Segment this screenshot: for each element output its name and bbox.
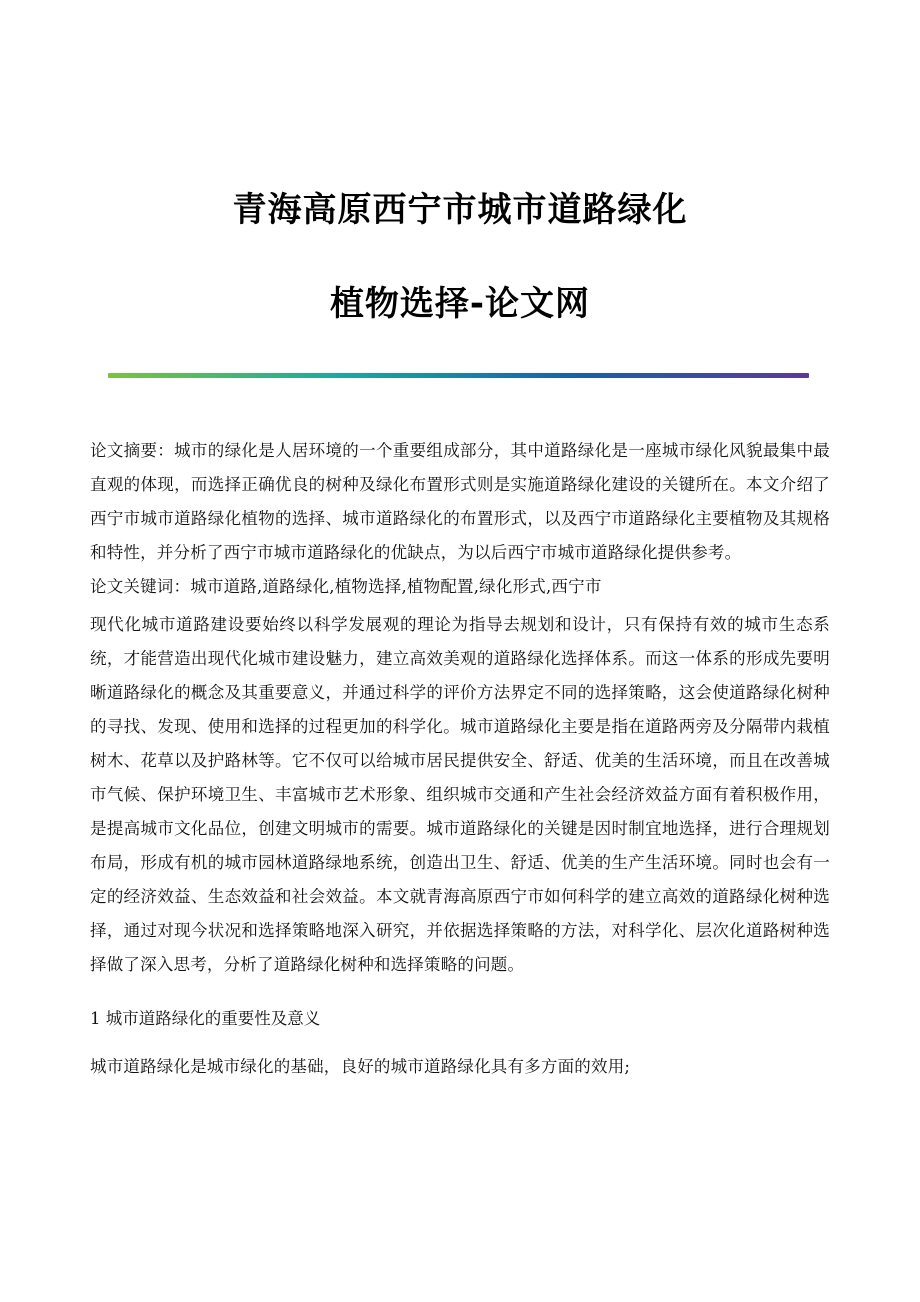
document-body [90, 434, 830, 1084]
keywords-line: 论文关键词：城市道路,道路绿化,植物选择,植物配置,绿化形式,西宁市 [90, 577, 602, 596]
section-1-paragraph: 城市道路绿化是城市绿化的基础，良好的城市道路绿化具有多方面的效用; [90, 1057, 631, 1076]
document-title-line-2: 植物选择-论文网 [329, 284, 591, 324]
document-title-line-1: 青海高原西宁市城市道路绿化 [232, 190, 688, 230]
title-divider [108, 373, 809, 378]
intro-paragraph: 现代化城市道路建设要始终以科学发展观的理论为指导去规划和设计，只有保持有效的城市生态系统，才能营造出现代化城市建设魅力，建立高效美观的道路绿化选择体系。而这一体系的形成先要明晰道路绿化的概念及其重要意义，并通过科学的评价方法界定不同的选择策略，这会使道路绿化树种的寻找、发现、使用和选择的过程更加的科学化。城市道路绿化主要是指在道路两旁及分隔带内栽植树木、花草以及护路林等。它不仅可以给城市居民提供安全、舒适、优美的生活环境，而且在改善城市气候、保护环境卫生、丰富城市艺术形象、组织城市交通和产生社会经济效益方面有着积极作用，是提高城市文化品位，创建文明城市的需要。城市道路绿化的关键是因时制宜地选择，进行合理规划布局，形成有机的城市园林道路绿地系统，创造出卫生、舒适、优美的生产生活环境。同时也会有一定的经济效益、生态效益和社会效益。本文就青海高原西宁市如何科学的建立高效的道路绿化树种选择，通过对现今状况和选择策略地深入研究，并依据选择策略的方法，对科学化、层次化道路树种选择做了深入思考，分析了道路绿化树种和选择策略的问题。 [90, 615, 830, 974]
abstract-paragraph: 论文摘要：城市的绿化是人居环境的一个重要组成部分，其中道路绿化是一座城市绿化风貌最集中最直观的体现，而选择正确优良的树种及绿化布置形式则是实施道路绿化建设的关键所在。本文介绍了西宁市城市道路绿化植物的选择、城市道路绿化的布置形式，以及西宁市道路绿化主要植物及其规格和特性，并分析了西宁市城市道路绿化的优缺点，为以后西宁市城市道路绿化提供参考。 [90, 441, 830, 562]
section-1-heading: 1 城市道路绿化的重要性及意义 [90, 1009, 321, 1028]
